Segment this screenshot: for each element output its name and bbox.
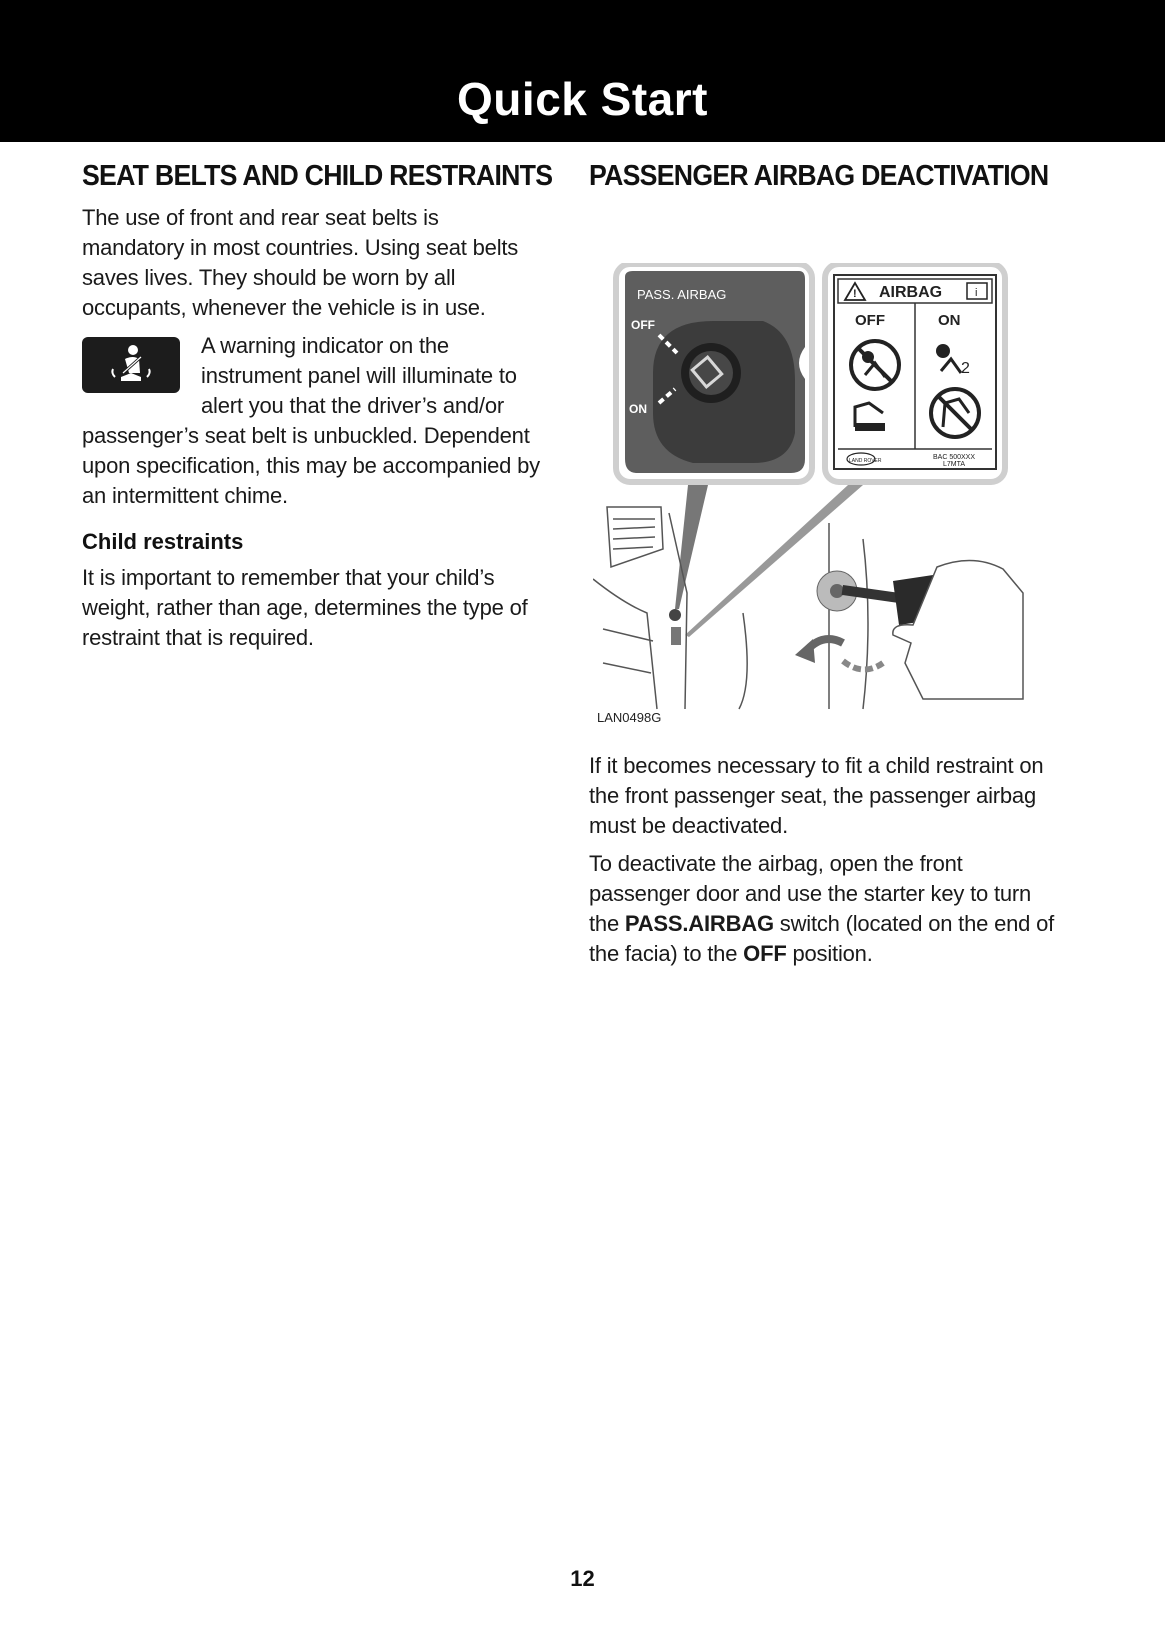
switch-on-text: ON [629, 402, 647, 416]
sticker-code2: L7MTA [943, 461, 966, 468]
sticker-code: BAC 500XXX [933, 454, 976, 461]
warning-indicator-block [82, 331, 542, 511]
illustration-drawing [593, 263, 1043, 733]
seat-belt-intro: The use of front and rear seat belts is mandatory in most countries. Using seat belts saves lives. They should be worn by all occupants, whenever the vehicle is in use. [82, 205, 519, 320]
sticker-off: OFF [855, 312, 885, 329]
airbag-para-2: To deactivate the airbag, open the front passenger door and use the starter key to turn the PASS.AIRBAG switch (located on the end of the facia) to the OFF position. [589, 851, 1055, 966]
section-heading-seat-belts: SEAT BELTS AND CHILD RESTRAINTS [82, 160, 553, 192]
page-number: 12 [570, 1566, 595, 1591]
sticker-brand: LAND ROVER [849, 458, 882, 464]
section-heading-airbag: PASSENGER AIRBAG DEACTIVATION [589, 160, 1049, 192]
warning-line-1: A warning indicator on the [201, 333, 449, 358]
warning-line-2: instrument panel will illuminate to [201, 363, 517, 388]
airbag-para-1: If it becomes necessary to fit a child restraint on the front passenger seat, the passenger airbag must be deactivated. [589, 753, 1044, 838]
left-column [82, 160, 553, 661]
svg-text:!: ! [853, 288, 857, 300]
switch-off-text: OFF [631, 318, 655, 332]
figure-id: LAN0498G [597, 710, 662, 725]
warning-line-3: alert you that the driver’s and/or [201, 393, 505, 418]
switch-label-text: PASS. AIRBAG [637, 287, 727, 302]
page-title: Quick Start [457, 73, 708, 125]
warning-rest: passenger’s seat belt is unbuckled. Dependent upon specification, this may be accompanied by an intermittent chime. [82, 423, 540, 508]
sticker-title: AIRBAG [879, 284, 943, 301]
right-column [589, 160, 1059, 977]
sticker-on: ON [938, 312, 961, 329]
page-header [0, 0, 1165, 142]
child-restraint-text: It is important to remember that your child’s weight, rather than age, determines the type of restraint that is required. [82, 565, 528, 650]
airbag-switch-illustration [593, 263, 1043, 733]
subheading-child-restraints: Child restraints [82, 529, 244, 554]
svg-text:i: i [975, 287, 978, 299]
seatbelt-warning-icon [82, 337, 180, 393]
svg-text:2: 2 [961, 360, 970, 377]
